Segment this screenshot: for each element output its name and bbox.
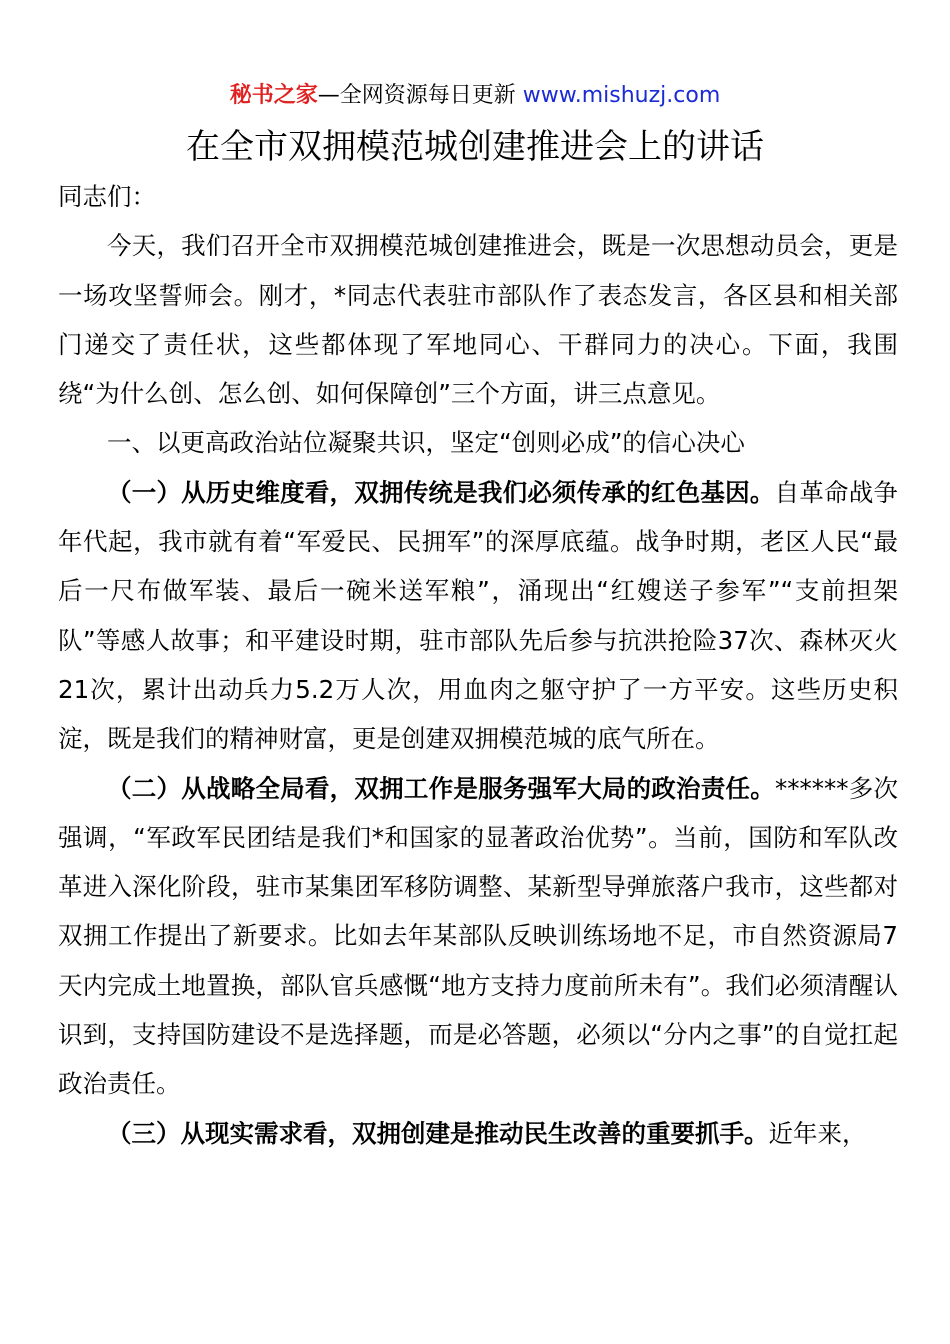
item-2-lead: （二）从战略全局看，双拥工作是服务强军大局的政治责任。 xyxy=(107,773,776,803)
brand-name: 秘书之家 xyxy=(229,83,318,108)
document-body xyxy=(58,172,898,1158)
salutation: 同志们： xyxy=(58,182,156,211)
site-url[interactable]: www.mishuzj.com xyxy=(522,83,721,108)
section-heading: 一、以更高政治站位凝聚共识，坚定“创则必成”的信心决心 xyxy=(107,428,745,458)
item-1-body: 自革命战争年代起，我市就有着“军爱民、民拥军”的深厚底蕴。战争时期，老区人民“最后一尺布做军装、最后一碗米送军粮”，涌现出“红嫂送子参军”“支前担架队”等感人故事；和平建设时期，驻市部队先后参与抗洪抢险37次、森林灭火21次，累计出动兵力5.2万人次，用血肉之躯守护了一方平安。这些历史积淀，既是我们的精神财富，更是创建双拥模范城的底气所在。 xyxy=(58,477,898,754)
item-1-lead: （一）从历史维度看，双拥传统是我们必须传承的红色基因。 xyxy=(107,477,775,507)
site-tagline: —全网资源每日更新 xyxy=(317,83,523,108)
item-2-body: ******多次强调，“军政军民团结是我们*和国家的显著政治优势”。当前，国防和军队改革进入深化阶段，驻市某集团军移防调整、某新型导弹旅落户我市，这些都对双拥工作提出了新要求。比如去年某部队反映训练场地不足，市自然资源局7天内完成土地置换，部队官兵感慨“地方支持力度前所未有”。我们必须清醒认识到，支持国防建设不是选择题，而是必答题，必须以“分内之事”的自觉扛起政治责任。 xyxy=(58,773,898,1099)
paragraph-item-3 xyxy=(58,1109,898,1158)
site-header xyxy=(0,80,950,112)
paragraph-intro: 今天，我们召开全市双拥模范城创建推进会，既是一次思想动员会，更是一场攻坚誓师会。刚才，*同志代表驻市部队作了表态发言，各区县和相关部门递交了责任状，这些都体现了军地同心、干群同力的决心。下面，我围绕“为什么创、怎么创、如何保障创”三个方面，讲三点意见。 xyxy=(58,231,898,409)
paragraph-item-1 xyxy=(58,468,898,764)
document-title: 在全市双拥模范城创建推进会上的讲话 xyxy=(186,127,764,167)
item-3-lead: （三）从现实需求看，双拥创建是推动民生改善的重要抓手。 xyxy=(107,1118,769,1148)
paragraph-item-2 xyxy=(58,764,898,1109)
item-3-body: 近年来， xyxy=(768,1118,867,1148)
